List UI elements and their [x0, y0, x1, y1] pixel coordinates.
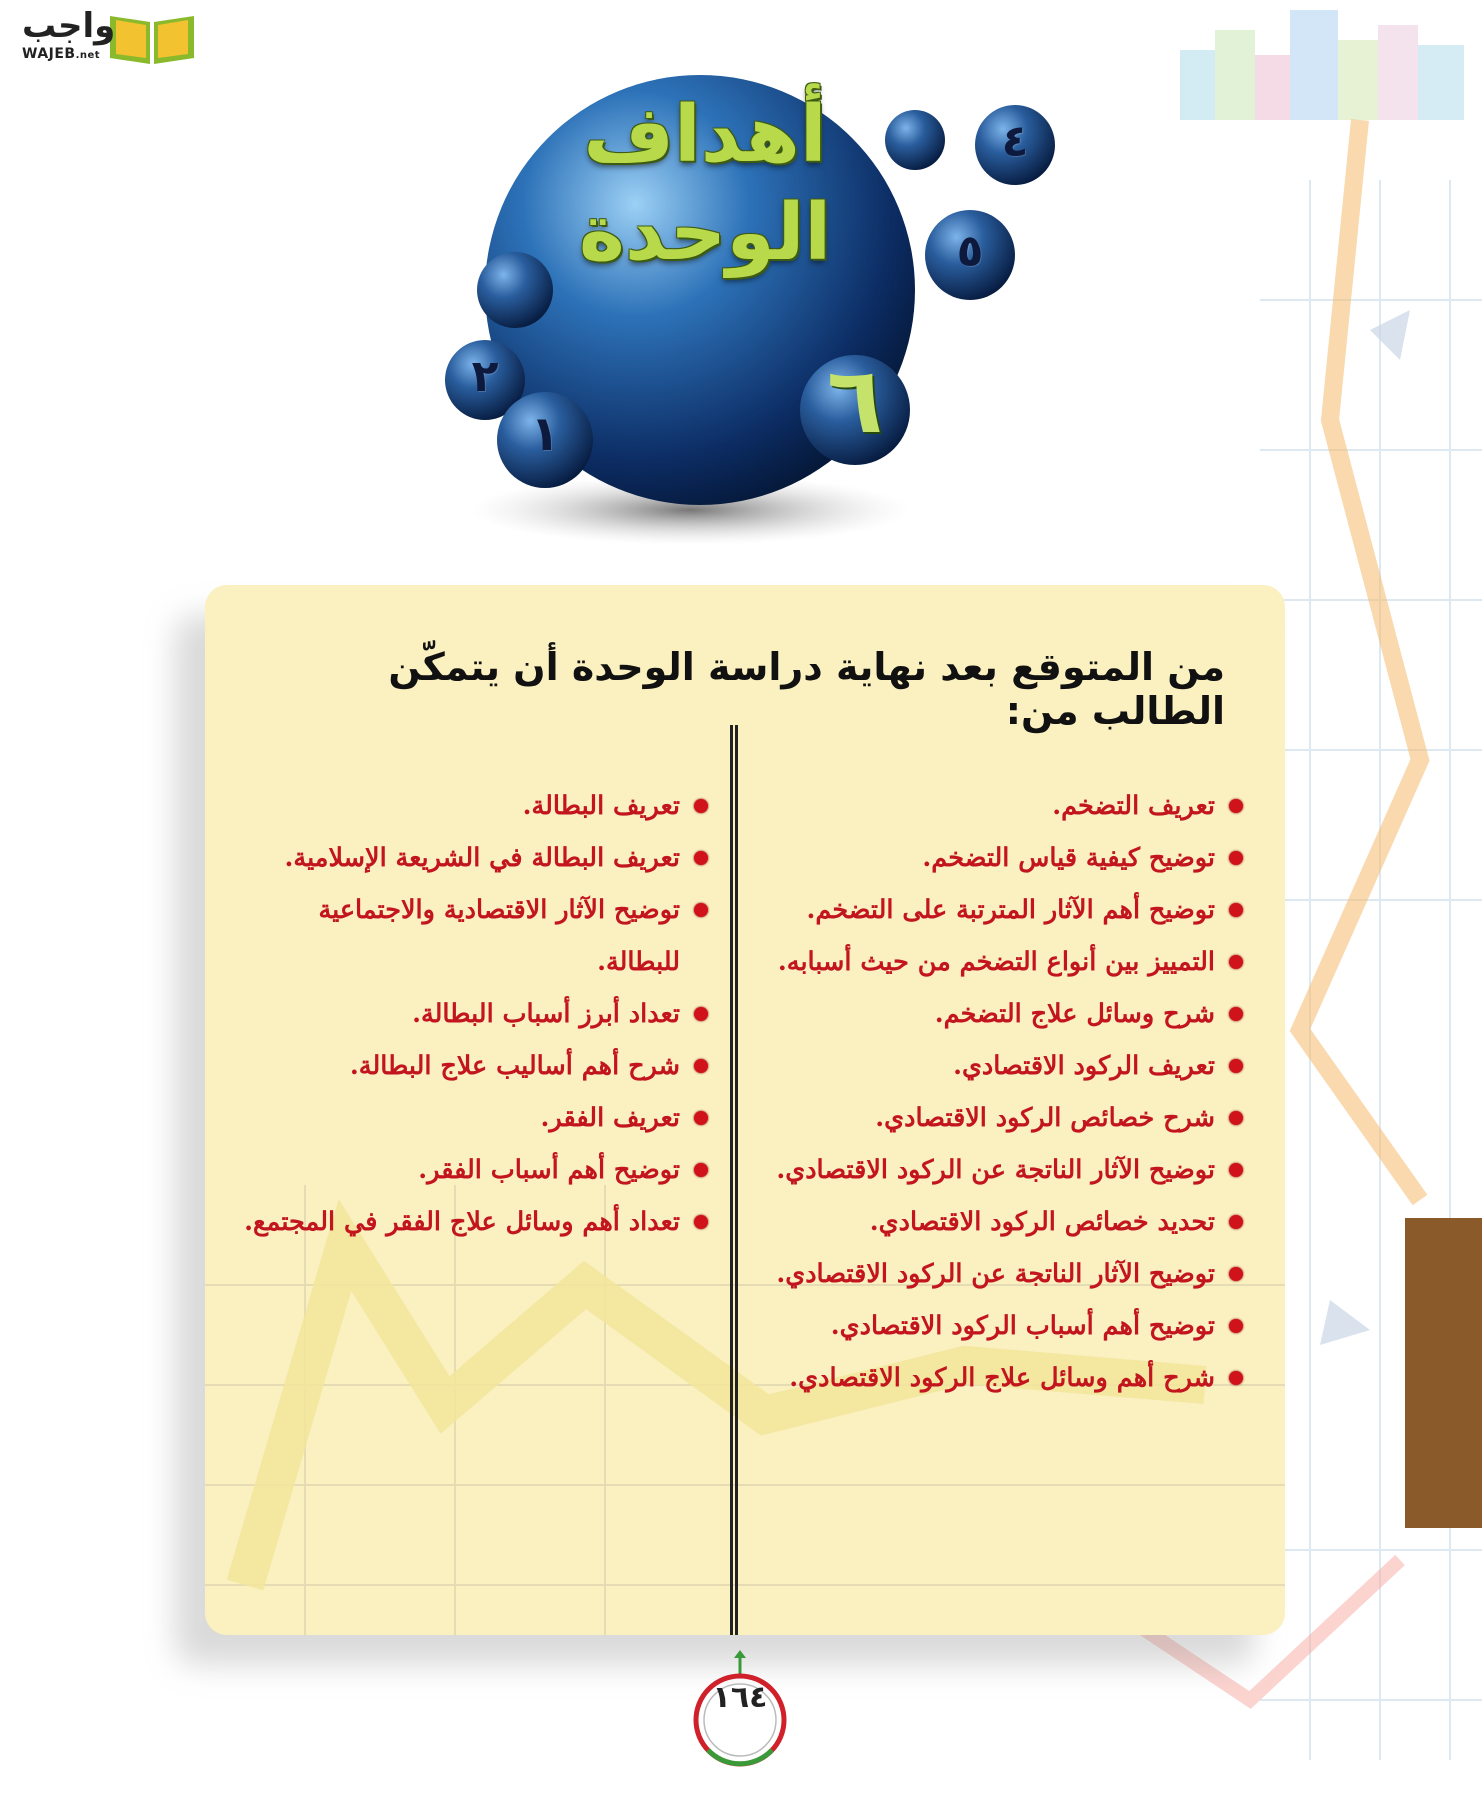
- bullet-icon: [694, 1059, 708, 1073]
- list-item: [773, 1300, 1243, 1352]
- objective-text: توضيح كيفية قياس التضخم.: [922, 843, 1215, 873]
- column-divider: [730, 725, 738, 1635]
- list-item: [773, 884, 1243, 936]
- objectives-panel: [205, 585, 1285, 1635]
- book-icon: [106, 8, 198, 66]
- list-item: [238, 884, 708, 988]
- objective-text: تحديد خصائص الركود الاقتصادي.: [869, 1207, 1215, 1237]
- list-item: [238, 780, 708, 832]
- list-item: [773, 988, 1243, 1040]
- list-item: [238, 1196, 708, 1248]
- page-number-badge: [688, 1650, 792, 1775]
- list-item: [773, 1092, 1243, 1144]
- page-number: ١٦٤: [712, 1680, 768, 1715]
- objective-text: شرح وسائل علاج التضخم.: [934, 999, 1215, 1029]
- objective-text: تعريف الركود الاقتصادي.: [953, 1051, 1215, 1081]
- bullet-icon: [694, 1111, 708, 1125]
- bullet-icon: [694, 799, 708, 813]
- objective-text: تعريف التضخم.: [1052, 791, 1215, 821]
- logo-english-name: WAJEB: [22, 46, 76, 62]
- ball-decor-left: [477, 252, 553, 328]
- list-item: [773, 1144, 1243, 1196]
- list-item: [773, 832, 1243, 884]
- bullet-icon: [1229, 1319, 1243, 1333]
- list-item: [773, 780, 1243, 832]
- logo-suffix: .net: [75, 50, 101, 61]
- objective-text: شرح خصائص الركود الاقتصادي.: [875, 1103, 1215, 1133]
- list-item: [238, 988, 708, 1040]
- bullet-icon: [1229, 955, 1243, 969]
- title-line-2: الوحدة: [578, 188, 832, 278]
- unit-goals-header: [360, 60, 1080, 560]
- bullet-icon: [694, 851, 708, 865]
- bullet-icon: [1229, 903, 1243, 917]
- list-item: [238, 1144, 708, 1196]
- list-item: [773, 1196, 1243, 1248]
- objective-text: تعداد أبرز أسباب البطالة.: [412, 999, 680, 1029]
- ball-decor-top: [885, 110, 945, 170]
- bullet-icon: [694, 1215, 708, 1229]
- ball-number-4: ٤: [1001, 116, 1029, 167]
- objective-text: توضيح الآثار الاقتصادية والاجتماعية للبطالة.: [318, 895, 680, 977]
- list-item: [773, 936, 1243, 988]
- objectives-list-right: [773, 780, 1243, 1404]
- objectives-intro: من المتوقع بعد نهاية دراسة الوحدة أن يتمكّن الطالب من:: [388, 645, 1225, 733]
- bullet-icon: [1229, 1163, 1243, 1177]
- objective-text: توضيح أهم أسباب الفقر.: [418, 1155, 680, 1185]
- bullet-icon: [1229, 1111, 1243, 1125]
- list-item: [238, 1092, 708, 1144]
- objective-text: تعداد أهم وسائل علاج الفقر في المجتمع.: [244, 1207, 680, 1237]
- bullet-icon: [1229, 851, 1243, 865]
- objective-text: توضيح أهم الآثار المترتبة على التضخم.: [806, 895, 1215, 925]
- bullet-icon: [694, 1163, 708, 1177]
- ball-number-2: ٢: [471, 351, 499, 402]
- bullet-icon: [1229, 1059, 1243, 1073]
- bullet-icon: [1229, 799, 1243, 813]
- objective-text: توضيح الآثار الناتجة عن الركود الاقتصادي.: [776, 1259, 1215, 1289]
- logo-arabic-text: واجب: [22, 6, 116, 46]
- list-item: [773, 1040, 1243, 1092]
- objective-text: تعريف البطالة.: [522, 791, 680, 821]
- objective-text: توضيح أهم أسباب الركود الاقتصادي.: [830, 1311, 1215, 1341]
- wajeb-logo[interactable]: [10, 6, 190, 66]
- objective-text: تعريف الفقر.: [540, 1103, 680, 1133]
- objective-text: تعريف البطالة في الشريعة الإسلامية.: [284, 843, 680, 873]
- objective-text: شرح أهم أساليب علاج البطالة.: [349, 1051, 680, 1081]
- list-item: [773, 1248, 1243, 1300]
- unit-number: ٦: [826, 347, 884, 454]
- list-item: [773, 1352, 1243, 1404]
- objective-text: التمييز بين أنواع التضخم من حيث أسبابه.: [777, 947, 1215, 977]
- bullet-icon: [694, 1007, 708, 1021]
- ball-number-5: ٥: [956, 226, 984, 277]
- edge-tab: [1405, 1218, 1482, 1528]
- list-item: [238, 1040, 708, 1092]
- bullet-icon: [1229, 1267, 1243, 1281]
- list-item: [238, 832, 708, 884]
- bullet-icon: [1229, 1215, 1243, 1229]
- logo-english-text: [22, 46, 100, 62]
- objective-text: توضيح الآثار الناتجة عن الركود الاقتصادي.: [776, 1155, 1215, 1185]
- objective-text: شرح أهم وسائل علاج الركود الاقتصادي.: [789, 1363, 1215, 1393]
- title-line-1: أهداف: [583, 90, 827, 180]
- objectives-list-left: [238, 780, 708, 1248]
- bullet-icon: [1229, 1007, 1243, 1021]
- bullet-icon: [1229, 1371, 1243, 1385]
- bullet-icon: [694, 903, 708, 917]
- ball-number-1: ١: [530, 406, 560, 462]
